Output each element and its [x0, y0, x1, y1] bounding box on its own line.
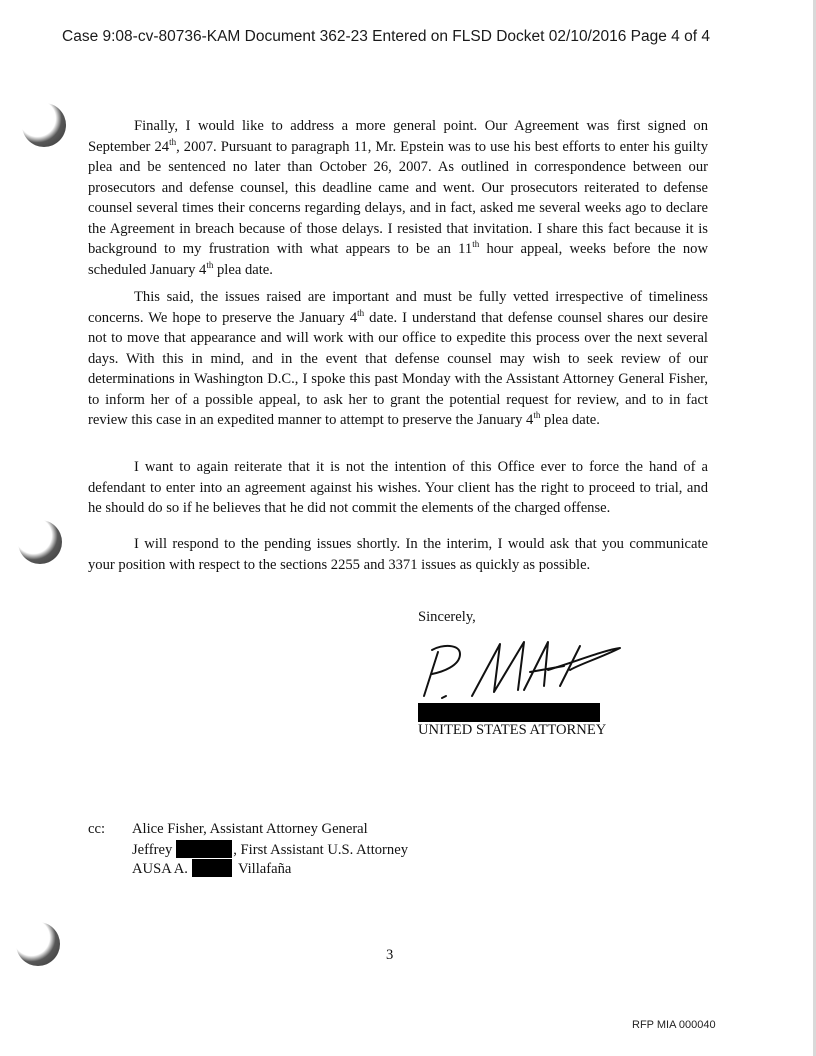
- superscript: th: [533, 410, 541, 421]
- paragraph-4: I will respond to the pending issues shortly. In the interim, I would ask that you communicate your position with respect to the sections 2255 and 3371 issues as quickly as possible.: [88, 536, 708, 573]
- superscript: th: [472, 239, 480, 250]
- punch-hole: [18, 520, 62, 564]
- paragraph-3: I want to again reiterate that it is not the intention of this Office ever to force the hand of a defendant to enter into an agreement against his wishes. Your client has the right to proceed to trial, and he should do so if he believes that he did not commit the elements of the charged offense.: [88, 459, 708, 516]
- paragraph-1-text: plea date.: [213, 261, 273, 278]
- cc-recipient-1: Alice Fisher, Assistant Attorney General: [132, 821, 368, 837]
- redaction-bar: [192, 859, 232, 877]
- paragraph-1-text: , 2007. Pursuant to paragraph 11, Mr. Epstein was to use his best efforts to enter his guilty plea and be sentenced no later than October 26, 2007. As outlined in correspondence between our prosecutors and defense counsel, this deadline came and went. Our prosecutors reiterated to defense counsel several times their concerns regarding delays, and in fact, asked me several weeks ago to declare the Agreement in breach because of those delays. I resisted that invitation. I share this fact because it is background to my frustration with what appears to be an 11: [88, 138, 709, 257]
- punch-hole: [16, 922, 60, 966]
- paragraph-2-text: plea date.: [540, 412, 600, 428]
- paragraph-2: [88, 287, 708, 431]
- cc-recipient-2-title: , First Assistant U.S. Attorney: [233, 842, 408, 858]
- closing-salutation: Sincerely,: [418, 609, 476, 625]
- paragraph-1-text: hour appeal, weeks before the now scheduled January 4: [88, 241, 709, 278]
- punch-hole: [22, 103, 66, 147]
- paragraph-1: [88, 116, 708, 280]
- superscript: th: [169, 136, 177, 147]
- cc-recipient-2-first: Jeffrey: [132, 842, 173, 858]
- cc-recipient-2: [132, 840, 408, 859]
- paragraph-2-text: This said, the issues raised are important and must be fully vetted irrespective of timeliness concerns. We hope to preserve the January 4: [88, 289, 708, 326]
- paragraph-1-text: Finally, I would like to address a more general point. Our Agreement was first signed on September 24: [88, 118, 708, 155]
- docket-header: Case 9:08-cv-80736-KAM Document 362-23 Entered on FLSD Docket 02/10/2016 Page 4 of 4: [62, 28, 710, 45]
- redaction-bar: [418, 703, 600, 722]
- superscript: th: [206, 259, 214, 270]
- signatory-title: UNITED STATES ATTORNEY: [418, 722, 607, 738]
- cc-recipient-3-last: Villafaña: [237, 861, 292, 877]
- signature-image: [420, 636, 630, 708]
- superscript: th: [357, 307, 365, 318]
- redaction-bar: [176, 840, 232, 858]
- paragraph-2-text: date. I understand that defense counsel shares our desire not to move that appearance and will work with our office to expedite this process over the next several days. With this in mind, and in the event that defense counsel may wish to seek review of our determinations in Washington D.C., I spoke this past Monday with the Assistant Attorney General Fisher, to inform her of a possible appeal, to ask her to grant the potential request for review, and to in fact review this case in an expedited manner to attempt to preserve the January 4: [88, 309, 708, 428]
- cc-recipient-3-first: AUSA A.: [132, 861, 188, 877]
- bates-number: RFP MIA 000040: [632, 1019, 716, 1031]
- page-number: 3: [386, 947, 394, 963]
- cc-label: cc:: [88, 821, 106, 837]
- cc-recipient-3: [132, 859, 291, 878]
